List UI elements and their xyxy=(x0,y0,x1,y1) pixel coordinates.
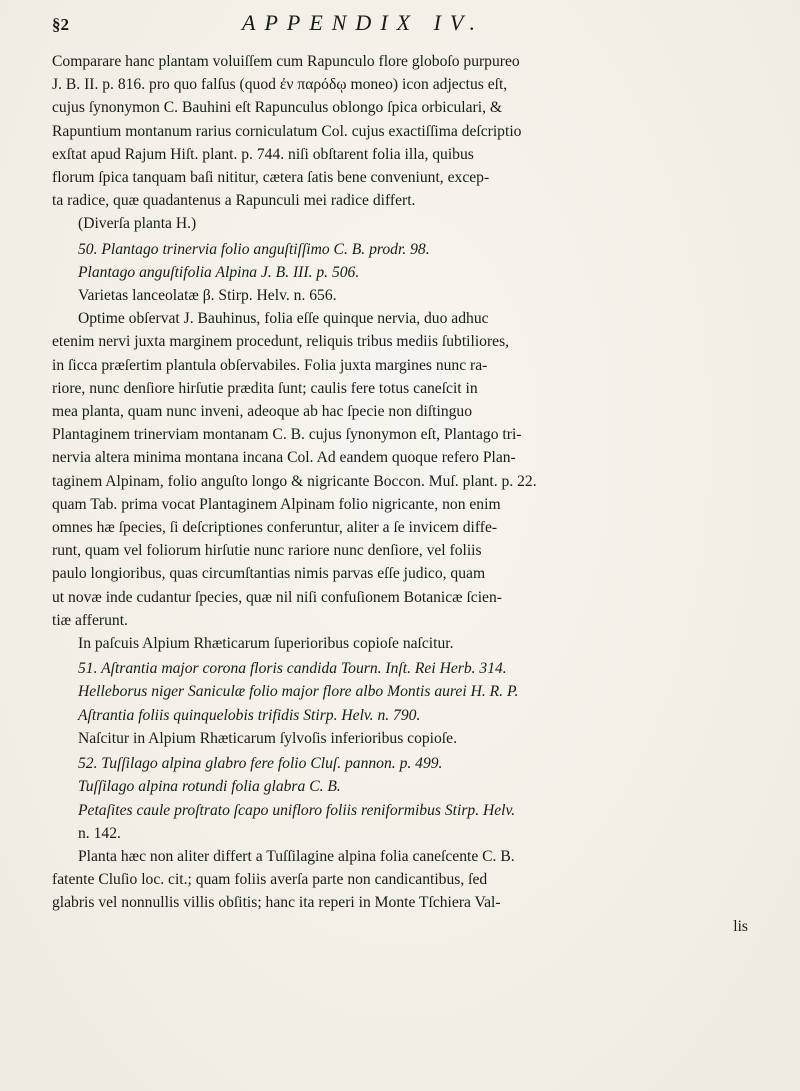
text-line: quam Tab. prima vocat Plantaginem Alpinam folio nigricante, non enim xyxy=(52,495,501,513)
text-line: Planta hæc non aliter differt a Tuſſilagine alpina folia caneſcente C. B. xyxy=(78,847,515,865)
catchword: lis xyxy=(733,917,748,935)
text-line: J. B. II. p. 816. pro quo falſus (quod ἐν παρόδῳ moneo) icon adjectus eſt, xyxy=(52,76,508,94)
text-line: taginem Alpinam, folio anguſto longo & nigricante Boccon. Muſ. plant. p. 22. xyxy=(52,472,537,490)
synonym-line: Varietas lanceolatæ β. Stirp. Helv. n. 656. xyxy=(78,287,337,305)
text-line: runt, quam vel foliorum hirſutie nunc rariore nunc denſiore, vel foliis xyxy=(52,542,482,560)
synonym-line: Plantago anguſtifolia Alpina J. B. III. p. 506. xyxy=(78,263,360,281)
text-line: Plantaginem trinerviam montanam C. B. cujus ſynonymon eſt, Plantago tri- xyxy=(52,426,522,444)
text-line: ut novæ inde cudantur ſpecies, quæ nil niſi confuſionem Botanicæ ſcien- xyxy=(52,588,502,606)
text-line: ta radice, quæ quadantenus a Rapunculi mei radice differt. xyxy=(52,192,416,210)
text-line: n. 142. xyxy=(78,824,121,842)
section-heading: 50. Plantago trinervia folio anguſtiſſimo C. B. prodr. 98. xyxy=(78,240,430,258)
text-line: (Diverſa planta H.) xyxy=(78,215,197,233)
running-title: APPENDIX IV. xyxy=(242,10,485,35)
section-heading: 51. Aſtrantia major corona floris candida Tourn. Inſt. Rei Herb. 314. xyxy=(78,660,507,678)
synonym-line: Tuſſilago alpina rotundi folia glabra C. B. xyxy=(78,778,341,796)
section-50 xyxy=(52,238,752,656)
text-line: Rapuntium montanum rarius corniculatum Col. cujus exactiſſima deſcriptio xyxy=(52,122,522,140)
text-line: florum ſpica tanquam baſi nititur, cætera ſatis bene conveniunt, excep- xyxy=(52,169,490,187)
text-line: In paſcuis Alpium Rhæticarum ſuperioribus copioſe naſcitur. xyxy=(78,635,454,653)
text-line: cujus ſynonymon C. Bauhini eſt Rapunculus oblongo ſpica orbiculari, & xyxy=(52,99,502,117)
text-line: omnes hæ ſpecies, ſi deſcriptiones conferuntur, aliter a ſe invicem diffe- xyxy=(52,519,498,537)
text-line: riore, nunc denſiore hirſutie prædita ſunt; caulis fere totus caneſcit in xyxy=(52,379,478,397)
text-line: in ſicca præſertim plantula obſervabiles. Folia juxta margines nunc ra- xyxy=(52,356,488,374)
section-52 xyxy=(52,752,752,938)
text-line: Optime obſervat J. Bauhinus, folia eſſe quinque nervia, duo adhuc xyxy=(78,310,489,328)
text-line: etenim nervi juxta marginem procedunt, reliquis tribus mediis ſubtiliores, xyxy=(52,333,510,351)
text-line: mea planta, quam nunc inveni, adeoque ab hac ſpecie non diſtinguo xyxy=(52,403,473,421)
page-header xyxy=(52,10,752,44)
text-line: fatente Cluſio loc. cit.; quam foliis averſa parte non candicantibus, ſed xyxy=(52,871,488,889)
text-line: nervia altera minima montana incana Col. Ad eandem quoque refero Plan- xyxy=(52,449,516,467)
text-line: Comparare hanc plantam voluiſſem cum Rapunculo flore globoſo purpureo xyxy=(52,53,520,70)
text-line: glabris vel nonnullis villis obſitis; hanc ita reperi in Monte Tſchiera Val- xyxy=(52,894,501,912)
paragraph-intro xyxy=(52,50,752,236)
text-line: tiæ afferunt. xyxy=(52,611,128,629)
synonym-line: Helleborus niger Saniculæ folio major flore albo Montis aurei H. R. P. xyxy=(78,683,519,701)
text-line: Naſcitur in Alpium Rhæticarum ſylvoſis inferioribus copioſe. xyxy=(78,729,457,747)
text-line: paulo longioribus, quas circumſtantias nimis parvas eſſe judico, quam xyxy=(52,565,486,583)
synonym-line: Aſtrantia foliis quinquelobis trifidis Stirp. Helv. n. 790. xyxy=(78,706,421,724)
page-number: §2 xyxy=(52,15,69,34)
text-line: exſtat apud Rajum Hiſt. plant. p. 744. niſi obſtarent folia illa, quibus xyxy=(52,145,474,163)
section-heading: 52. Tuſſilago alpina glabro fere folio Cluſ. pannon. p. 499. xyxy=(78,755,443,773)
synonym-line: Petaſites caule proſtrato ſcapo unifloro foliis reniformibus Stirp. Helv. xyxy=(78,801,516,819)
section-51 xyxy=(52,657,752,750)
